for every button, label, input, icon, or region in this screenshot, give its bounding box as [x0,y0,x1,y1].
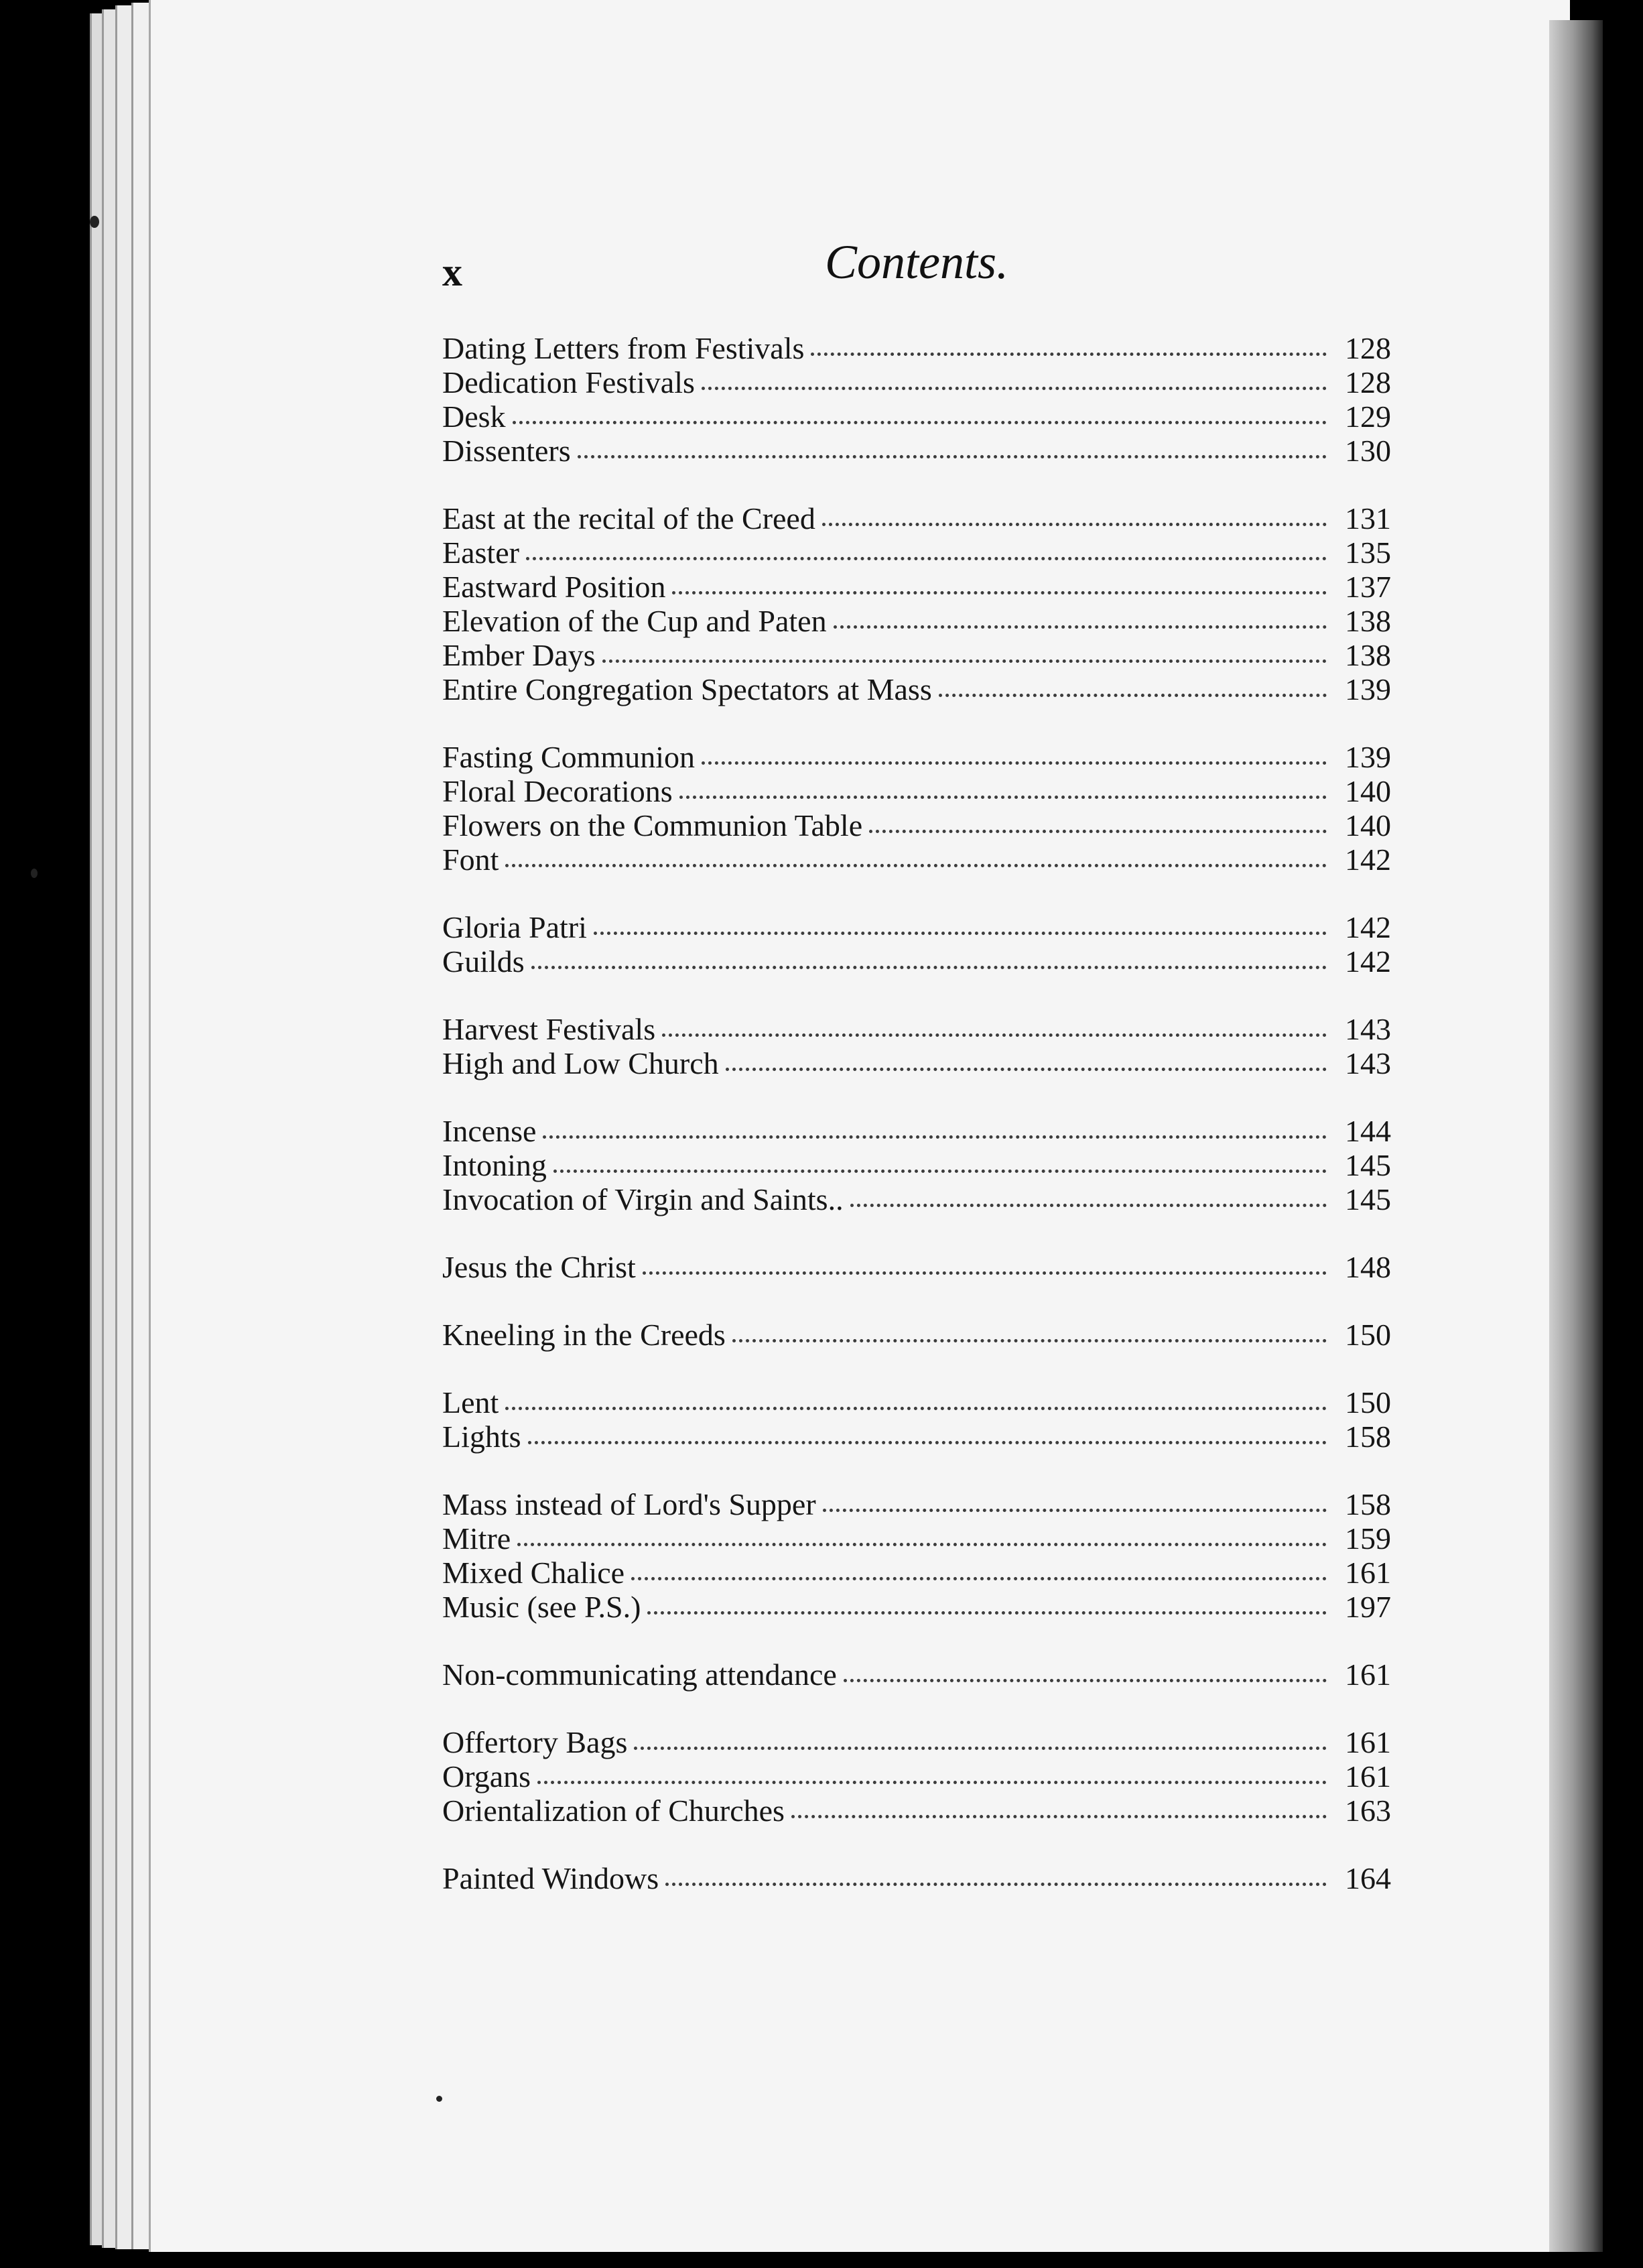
entry-title: Kneeling in the Creeds [442,1318,726,1352]
entry-page-number: 130 [1345,434,1391,468]
contents-group [442,331,1391,468]
contents-entry [442,1861,1391,1895]
entry-page-number: 161 [1345,1657,1391,1692]
contents-entry [442,1148,1391,1182]
dot-leader [643,1271,1327,1275]
entry-title: Music (see P.S.) [442,1590,641,1624]
contents-entry [442,672,1391,706]
entry-title: East at the recital of the Creed [442,501,815,536]
entry-title: Non-communicating attendance [442,1657,837,1692]
contents-entry [442,1657,1391,1692]
entry-page-number: 158 [1345,1487,1391,1521]
contents-entry [442,740,1391,774]
contents-group [442,910,1391,979]
entry-page-number: 140 [1345,774,1391,808]
entry-page-number: 197 [1345,1590,1391,1624]
page-title: Contents. [824,235,1008,289]
entry-page-number: 144 [1345,1114,1391,1148]
contents-entry [442,434,1391,468]
entry-title: Font [442,842,499,877]
contents-entry [442,910,1391,944]
contents-entry [442,365,1391,399]
entry-title: Guilds [442,944,525,979]
contents-group [442,1861,1391,1895]
contents-entry [442,570,1391,604]
dot-leader [850,1204,1327,1207]
entry-page-number: 135 [1345,536,1391,570]
dot-leader [822,523,1327,526]
contents-entry [442,842,1391,877]
entry-title: Jesus the Christ [442,1250,636,1284]
entry-page-number: 142 [1345,842,1391,877]
contents-group [442,1250,1391,1284]
entry-page-number: 164 [1345,1861,1391,1895]
entry-title: Dissenters [442,434,571,468]
entry-title: Incense [442,1114,537,1148]
entry-page-number: 128 [1345,331,1391,365]
entry-title: Painted Windows [442,1861,659,1895]
contents-entry [442,1590,1391,1624]
entry-page-number: 138 [1345,638,1391,672]
dot-leader [679,796,1327,799]
contents-entry [442,1318,1391,1352]
contents-entry [442,1182,1391,1216]
entry-title: Ember Days [442,638,596,672]
entry-title: Organs [442,1759,531,1793]
entry-title: High and Low Church [442,1046,719,1080]
dot-leader [517,1543,1327,1546]
entry-page-number: 163 [1345,1793,1391,1828]
entry-page-number: 129 [1345,399,1391,434]
dot-leader [702,761,1327,765]
entry-title: Dedication Festivals [442,365,695,399]
entry-page-number: 148 [1345,1250,1391,1284]
dot-leader [526,557,1327,560]
dot-leader [513,421,1327,424]
dot-leader [732,1339,1327,1342]
dot-leader [602,659,1327,663]
dot-leader [662,1033,1327,1037]
entry-title: Easter [442,536,519,570]
entry-page-number: 150 [1345,1385,1391,1420]
dot-leader [844,1679,1327,1682]
dot-leader [702,387,1327,390]
dot-leader [528,1441,1327,1444]
entry-title: Elevation of the Cup and Paten [442,604,827,638]
entry-page-number: 145 [1345,1148,1391,1182]
contents-entry [442,1046,1391,1080]
contents-entry [442,1793,1391,1828]
dot-leader [834,625,1327,629]
entry-title: Mitre [442,1521,511,1556]
dot-leader [531,966,1327,969]
entry-page-number: 139 [1345,672,1391,706]
dot-leader [631,1577,1327,1580]
dot-leader [726,1068,1327,1071]
entry-title: Intoning [442,1148,547,1182]
contents-group [442,1012,1391,1080]
contents-list [442,331,1391,1929]
entry-page-number: 139 [1345,740,1391,774]
running-head [442,235,1391,315]
entry-title: Gloria Patri [442,910,587,944]
dot-leader [869,830,1327,833]
entry-page-number: 158 [1345,1420,1391,1454]
entry-title: Dating Letters from Festivals [442,331,805,365]
entry-title: Invocation of Virgin and Saints.. [442,1182,844,1216]
dot-leader [811,353,1327,356]
contents-entry [442,1521,1391,1556]
entry-title: Mass instead of Lord's Supper [442,1487,816,1521]
entry-page-number: 140 [1345,808,1391,842]
contents-group [442,1487,1391,1624]
entry-page-number: 143 [1345,1046,1391,1080]
dot-leader [505,1407,1327,1410]
scan-speck [31,869,38,878]
contents-group [442,740,1391,877]
contents-group [442,1114,1391,1216]
contents-entry [442,1725,1391,1759]
contents-entry [442,399,1391,434]
dot-leader [647,1611,1327,1615]
entry-title: Harvest Festivals [442,1012,656,1046]
entry-page-number: 131 [1345,501,1391,536]
dot-leader [672,591,1327,594]
dot-leader [537,1781,1327,1784]
contents-entry [442,1759,1391,1793]
contents-entry [442,536,1391,570]
entry-page-number: 137 [1345,570,1391,604]
contents-entry [442,1385,1391,1420]
contents-entry [442,1012,1391,1046]
entry-page-number: 150 [1345,1318,1391,1352]
contents-entry [442,604,1391,638]
contents-entry [442,1250,1391,1284]
scan-speck [90,216,99,228]
entry-page-number: 161 [1345,1725,1391,1759]
entry-title: Lights [442,1420,521,1454]
entry-title: Floral Decorations [442,774,673,808]
dot-leader [578,455,1327,458]
contents-group [442,1385,1391,1454]
entry-title: Offertory Bags [442,1725,628,1759]
entry-title: Entire Congregation Spectators at Mass [442,672,932,706]
page-folio: x [442,250,462,294]
entry-page-number: 161 [1345,1759,1391,1793]
dot-leader [823,1509,1327,1512]
entry-title: Mixed Chalice [442,1556,625,1590]
contents-group [442,1725,1391,1828]
contents-entry [442,1420,1391,1454]
contents-group [442,1657,1391,1692]
entry-title: Orientalization of Churches [442,1793,785,1828]
entry-title: Lent [442,1385,499,1420]
contents-entry [442,1556,1391,1590]
dot-leader [553,1170,1327,1173]
dot-leader [665,1883,1327,1886]
dot-leader [634,1747,1327,1750]
entry-page-number: 142 [1345,944,1391,979]
entry-title: Flowers on the Communion Table [442,808,863,842]
entry-title: Desk [442,399,506,434]
dot-leader [505,864,1327,867]
contents-group [442,501,1391,706]
entry-page-number: 142 [1345,910,1391,944]
contents-entry [442,1114,1391,1148]
entry-title: Fasting Communion [442,740,695,774]
book-gutter-shadow [1549,20,1603,2252]
contents-entry [442,944,1391,979]
entry-title: Eastward Position [442,570,666,604]
contents-entry [442,331,1391,365]
contents-entry [442,808,1391,842]
dot-leader [939,694,1327,697]
entry-page-number: 128 [1345,365,1391,399]
entry-page-number: 145 [1345,1182,1391,1216]
dot-leader [594,932,1327,935]
entry-page-number: 161 [1345,1556,1391,1590]
contents-entry [442,501,1391,536]
dot-leader [791,1815,1327,1818]
entry-page-number: 143 [1345,1012,1391,1046]
scan-speck [436,2096,442,2102]
entry-page-number: 138 [1345,604,1391,638]
contents-entry [442,1487,1391,1521]
entry-page-number: 159 [1345,1521,1391,1556]
contents-entry [442,638,1391,672]
contents-entry [442,774,1391,808]
contents-group [442,1318,1391,1352]
dot-leader [543,1135,1327,1139]
